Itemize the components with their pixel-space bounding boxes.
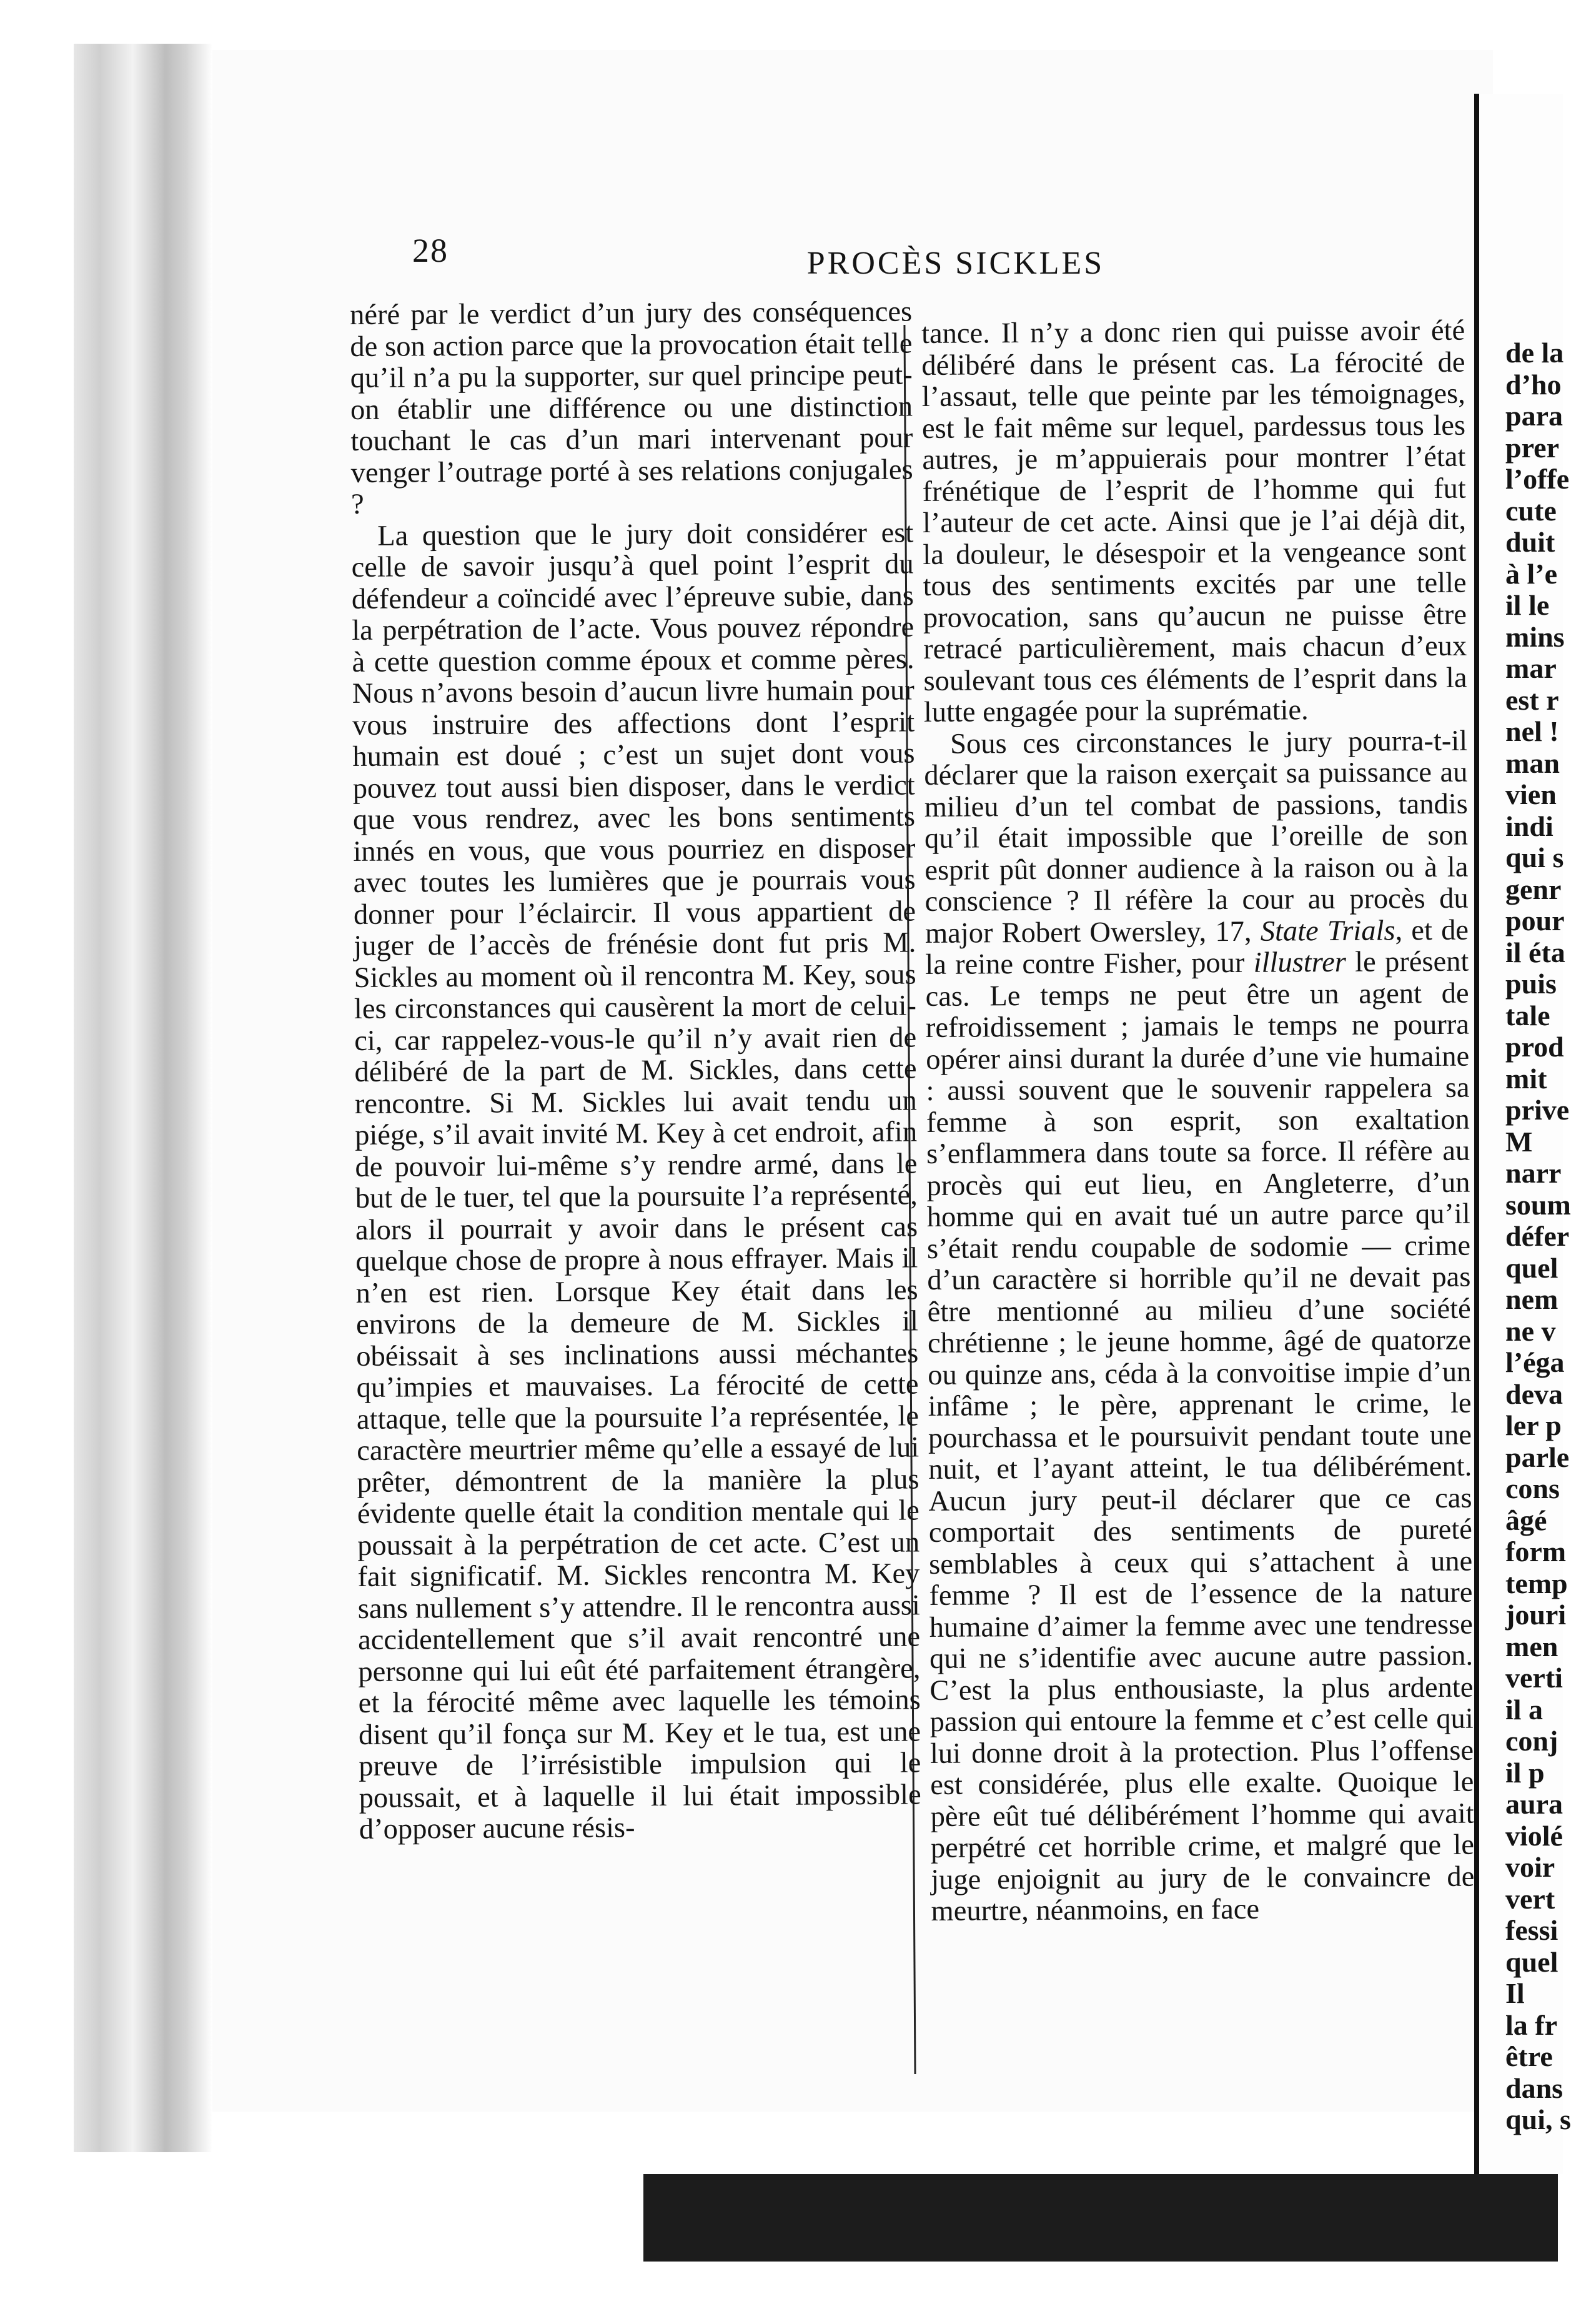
facing-page-line: pour: [1505, 905, 1565, 936]
facing-page-line: temp: [1505, 1567, 1568, 1599]
facing-page-line: mit: [1505, 1062, 1547, 1095]
facing-page-line: form: [1505, 1536, 1567, 1567]
page-number: 28: [412, 232, 449, 269]
facing-page-line: il éta: [1505, 936, 1565, 968]
facing-page-line: conj: [1505, 1725, 1559, 1757]
facing-page-line: de la: [1505, 337, 1564, 369]
facing-page-line: vert: [1505, 1882, 1555, 1915]
facing-page-line: soum: [1505, 1188, 1571, 1221]
facing-page-line: indi: [1505, 810, 1554, 842]
facing-page-line: prod: [1505, 1031, 1564, 1063]
facing-page-line: mins: [1505, 620, 1565, 653]
facing-page-line: parle: [1505, 1441, 1570, 1473]
facing-page-line: M: [1505, 1125, 1533, 1158]
facing-page-line: il le: [1505, 589, 1550, 621]
book-gutter: [74, 44, 205, 2152]
scan-backdrop-top: [0, 0, 1558, 50]
italic-word: illustrer: [1253, 946, 1347, 979]
facing-page-line: verti: [1505, 1662, 1563, 1694]
facing-page-line: dans: [1505, 2072, 1564, 2104]
facing-page-line: ne v: [1505, 1314, 1556, 1347]
facing-page-line: à l’e: [1505, 557, 1558, 590]
text-run: le présent cas. Le temps ne peut être un agent de refroidissement ; jamais le temps ne pourra opérer ainsi durant la durée d’une vie humaine : aussi souvent que le souvenir rappelera sa femme à son esprit, son exaltation s’enflammera dans toute sa force. Il réfère au procès qui eut lieu, en Angleterre, d’un homme qui en avait tué un autre parce qu’il s’était rendu coupable de sodomie — crime d’un caractère si horrible qu’il ne devait pas être mentionné au milieu d’une société chrétienne ; le jeune homme, âgé de quatorze ou quinze ans, céda à la convoitise impie d’un infâme ; le père, apprenant le crime, le pourchassa et le poursuivit pendant toute une nuit, et l’ayant atteint, le tua délibérément. Aucun jury peut-il déclarer que ce cas comportait des sentiments de pureté semblables à ceux qui s’attachent à une femme ? Il est de l’essence de la nature humaine d’aimer la femme avec une tendresse qui ne s’identifie avec aucune autre passion. C’est la plus enthousiaste, la plus ardente passion qui entoure la femme et c’est celle qui lui donne droit à la protection. Plus l’offense est considérée, plus elle exalte. Quoique le père eût tué délibérément l’homme qui avait perpétré cet horrible crime, et malgré que le juge enjoignit au jury de le convaincre de meurtre, néanmoins, en face: [925, 945, 1475, 1927]
facing-page-line: man: [1505, 747, 1560, 779]
facing-page-line: puis: [1505, 968, 1557, 1000]
facing-page-line: narr: [1505, 1157, 1562, 1189]
facing-page-line: nel !: [1505, 715, 1559, 747]
facing-page-line: ler p: [1505, 1409, 1562, 1441]
facing-page-line: genr: [1505, 873, 1562, 905]
facing-page-line: défer: [1505, 1220, 1570, 1252]
facing-page-line: para: [1505, 400, 1563, 432]
gutter-shadow: [187, 44, 212, 2152]
facing-page-line: qui, s: [1505, 2103, 1571, 2135]
facing-page-line: cute: [1505, 494, 1557, 527]
text-run: Sous ces circonstances le jury pourra-t-il déclarer que la raison exerçait sa puissance au milieu d’un tel combat de passions, tandis qu’il était impossible que l’oreille de son esprit pût donner audience à la raison ou à la conscience ? Il réfère la cour au procès du major Robert Owersley, 17,: [924, 725, 1469, 950]
left-column: [350, 297, 921, 1846]
italic-title: State Trials: [1260, 914, 1395, 948]
facing-page-line: la fr: [1505, 2009, 1558, 2041]
facing-page-line: fessi: [1505, 1914, 1559, 1946]
text-run: , et de la reine contre Fisher, pour: [925, 914, 1469, 981]
paragraph: tance. Il n’y a donc rien qui puisse avoir été délibéré dans le présent cas. La férocité de l’assaut, telle que peinte par les témoignages, est le fait même sur lequel, pardessus tous les autres, je m’appuierais pour montrer l’état frénétique de l’esprit de l’homme qui fut l’auteur de cet acte. Ainsi que je l’ai déjà dit, la douleur, le désespoir et la vengeance sont tous des sentiments excités par une telle provocation, sans qu’aucun ne puisse être retracé particulièrement, mais chacun d’eux soulevant tous ces éléments de l’esprit dans la lutte engagée pour la suprématie.: [921, 314, 1467, 728]
facing-page-line: mar: [1505, 652, 1557, 684]
scan-bottom-band: [643, 2174, 1558, 2262]
scan-bottom-margin: [0, 2262, 1558, 2324]
facing-page-line: l’éga: [1505, 1346, 1565, 1378]
facing-page-line: est r: [1505, 683, 1559, 716]
facing-page-line: l’offe: [1505, 463, 1570, 495]
facing-page-line: tale: [1505, 999, 1550, 1031]
right-column: [921, 315, 1475, 1928]
facing-page-line: prive: [1505, 1094, 1570, 1126]
facing-page-line: duit: [1505, 526, 1555, 558]
paragraph: néré par le verdict d’un jury des conséquences de son action parce que la provocation était telle qu’il n’a pu la supporter, sur quel principe peut-on établir une différence ou une distinction touchant le cas d’un mari intervenant pour venger l’outrage porté à ses relations conjugales ?: [349, 295, 913, 520]
facing-page-line: voir: [1505, 1851, 1555, 1883]
facing-page-line: men: [1505, 1630, 1559, 1662]
facing-page-line: violé: [1505, 1819, 1563, 1852]
facing-page-line: il p: [1505, 1756, 1545, 1789]
facing-page-line: vien: [1505, 778, 1557, 810]
facing-page-line: qui s: [1505, 842, 1564, 873]
facing-page-line: deva: [1505, 1378, 1563, 1410]
facing-page-line: d’ho: [1505, 368, 1562, 400]
facing-page-line: cons: [1505, 1472, 1560, 1504]
facing-page-line: âgé: [1505, 1504, 1547, 1536]
facing-page-line: aura: [1505, 1788, 1563, 1820]
facing-page-line: jouri: [1505, 1599, 1567, 1631]
facing-page-line: nem: [1505, 1283, 1559, 1315]
facing-page-text-fragments: [1505, 337, 1571, 2136]
facing-page-line: il a: [1505, 1693, 1544, 1726]
facing-page-line: prer: [1505, 431, 1560, 464]
facing-page-line: Il: [1505, 1977, 1525, 2009]
running-head: PROCÈS SICKLES: [806, 246, 1105, 281]
facing-page-line: quel: [1505, 1251, 1559, 1284]
paragraph: [924, 725, 1475, 1927]
paragraph: La question que le jury doit considérer est celle de savoir jusqu’à quel point l’esprit du défendeur a coïncidé avec l’épreuve subie, dans la perpétration de l’acte. Vous pouvez répondre à cette question comme époux et comme pères. Nous n’avons besoin d’aucun livre humain pour vous instruire des affections dont l’esprit humain est doué ; c’est un sujet dont vous pouvez tout aussi bien disposer, dans le verdict que vous rendrez, avec les bons sentiments innés en vous, que vous pourriez en disposer avec toutes les lumières que je pourrais vous donner pour l’éclaircir. Il vous appartient de juger de l’accès de frénésie dont fut pris M. Sickles au moment où il rencontra M. Key, sous les circonstances qui causèrent la mort de celui-ci, car rappelez-vous-le qu’il n’y avait rien de délibéré de la part de M. Sickles, dans cette rencontre. Si M. Sickles lui avait tendu un piége, s’il avait invité M. Key à cet endroit, afin de pouvoir lui-même s’y rendre armé, dans le but de le tuer, tel que la poursuite l’a représenté, alors il pourrait y avoir dans le présent cas quelque chose de propre à nous effrayer. Mais il n’en est rien. Lorsque Key était dans les environs de la demeure de M. Sickles il obéissait à ses inclinations aussi méchantes qu’impies et mauvaises. La férocité de cette attaque, telle que la poursuite l’a représentée, le caractère meurtrier même qu’elle a essayé de lui prêter, démontrent de la manière la plus évidente quelle était la condition mentale qui le poussait à la perpétration de cet acte. C’est un fait significatif. M. Sickles rencontra M. Key sans nullement s’y attendre. Il le rencontra aussi accidentellement que s’il avait rencontré une personne qui lui eût été parfaitement étrangère, et la férocité même avec laquelle les témoins disent qu’il fonça sur M. Key et le tua, est une preuve de l’irrésistible impulsion qui le poussait, et à laquelle il lui était impossible d’opposer aucune résis-: [351, 516, 921, 1845]
facing-page-line: quel: [1505, 1945, 1559, 1978]
facing-page-line: être: [1505, 2040, 1553, 2072]
